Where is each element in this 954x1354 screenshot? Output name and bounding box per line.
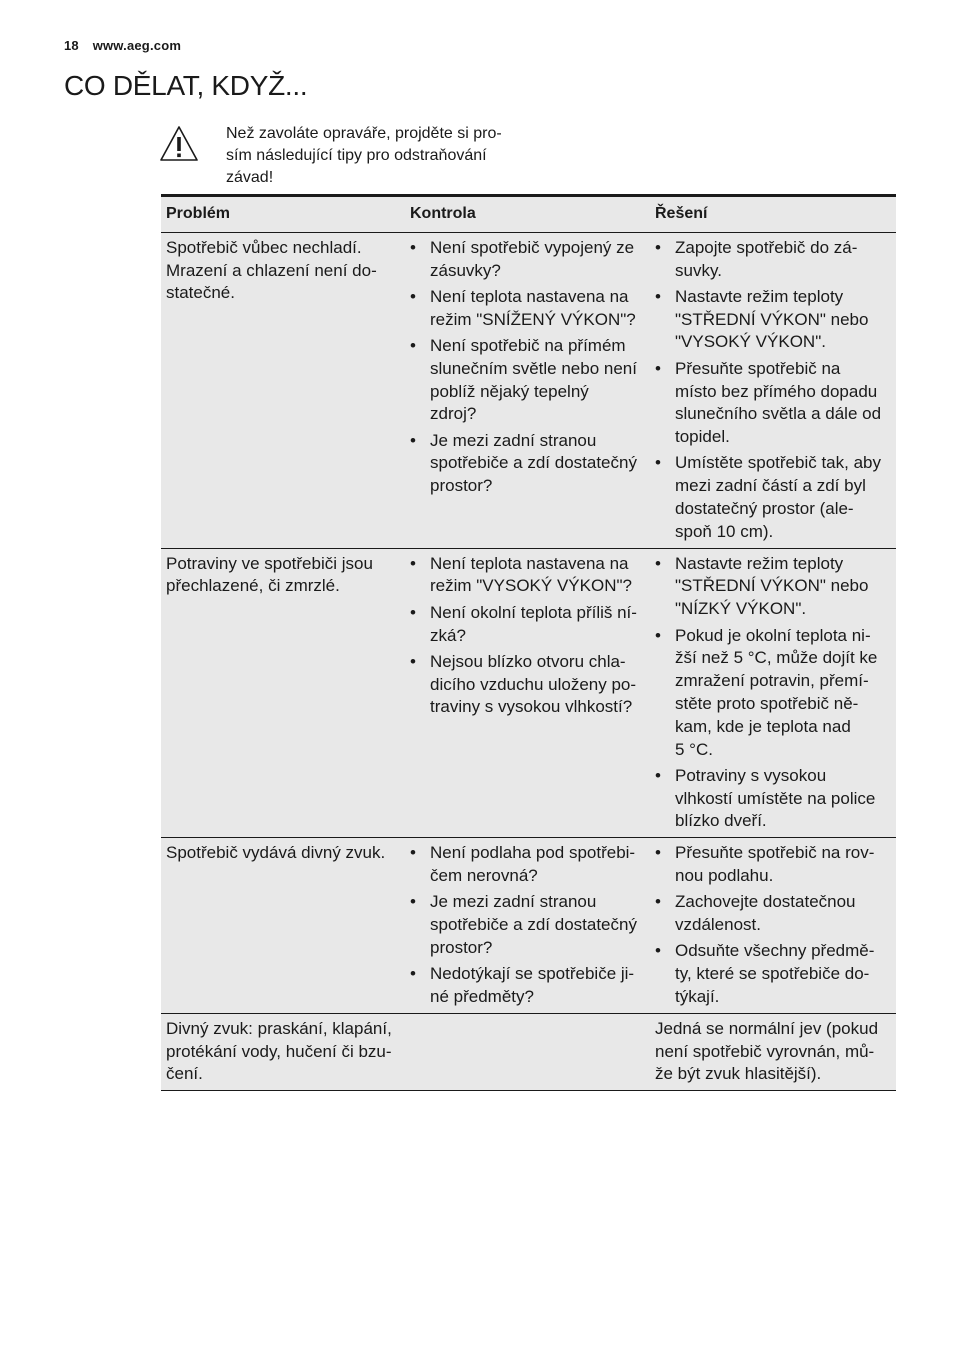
text-line: spotřebiče a zdí dostatečný [430,915,637,935]
text-line: dicího vzduchu uloženy po- [430,674,637,694]
text-line: "STŘEDNÍ VÝKON" nebo [675,576,869,596]
check-list [410,237,645,498]
solution-list [655,842,891,1009]
text-line: spoň 10 cm). [675,521,774,541]
page-header [64,38,181,53]
text-line: statečné. [166,283,235,303]
solution-cell [650,548,896,838]
text-line: • Přesuňte spotřebič na rov- [675,843,875,863]
list-item [410,286,645,332]
text-line: čem nerovná? [430,866,538,886]
text-line: slunečního světla a dále od [675,404,882,424]
warning-line: závad! [226,169,274,186]
text-line: zdroj? [430,404,477,424]
check-cell [405,548,650,838]
troubleshooting-table [161,194,896,1091]
text-line: • Zapojte spotřebič do zá- [675,237,858,257]
text-line: traviny s vysokou vlhkostí? [430,697,633,717]
text-line: kam, kde je teplota nad [675,716,851,736]
table-row [161,838,896,1014]
text-line: Divný zvuk: praskání, klapání, [166,1018,392,1038]
solution-cell [650,232,896,548]
text-line: suvky. [675,260,722,280]
text-line: zmražení potravin, přemí- [675,671,869,691]
text-line: zká? [430,625,466,645]
warning-line: sím následující tipy pro odstraňování [226,147,487,164]
check-cell [405,1013,650,1090]
text-line: že být zvuk hlasitější). [655,1064,822,1084]
text-line: • Je mezi zadní stranou [430,430,597,450]
check-cell [405,232,650,548]
table-row [161,1013,896,1090]
text-line: Mrazení a chlazení není do- [166,260,377,280]
solution-list [655,237,891,544]
text-line: • Přesuňte spotřebič na [675,358,841,378]
warning-triangle-icon [158,124,200,164]
list-item [655,625,891,762]
text-line: není spotřebič vyrovnán, mů- [655,1041,875,1061]
text-line: zásuvky? [430,260,501,280]
list-item [655,452,891,543]
list-item [655,553,891,621]
list-item [410,963,645,1009]
website-url: www.aeg.com [92,38,182,53]
solution-cell [650,1013,896,1090]
solution-cell [650,838,896,1014]
text-line: • Nastavte režim teploty [675,553,844,573]
text-line: místo bez přímého dopadu [675,381,878,401]
table-row [161,548,896,838]
list-item [655,237,891,283]
text-line: Spotřebič vydává divný zvuk. [166,843,386,863]
list-item [410,891,645,959]
text-line: 5 °C. [675,739,713,759]
text-line: přechlazené, či zmrzlé. [166,576,340,596]
text-line: protékání vody, hučení či bzu- [166,1041,392,1061]
text-line: stěte proto spotřebič ně- [675,693,859,713]
text-line: né předměty? [430,987,534,1006]
text-line: režim "SNÍŽENÝ VÝKON"? [430,309,636,329]
problem-cell [161,1013,405,1090]
check-list [410,553,645,720]
text-line: • Odsuňte všechny předmě- [675,941,875,961]
list-item [410,237,645,283]
warning-line: Než zavoláte opraváře, projděte si pro- [226,125,502,142]
page-number: 18 [64,38,79,53]
table-header-row [161,196,896,233]
column-header-check: Kontrola [405,196,650,233]
list-item [655,358,891,449]
column-header-solution: Řešení [650,196,896,233]
text-line: • Je mezi zadní stranou [430,892,597,912]
text-line: prostor? [430,476,493,496]
text-line: • Není teplota nastavena na [430,286,629,306]
text-line: • Nastavte režim teploty [675,286,844,306]
text-line: • Pokud je okolní teplota ni- [675,625,871,645]
text-line: režim "VYSOKÝ VÝKON"? [430,576,632,596]
list-item [655,940,891,1008]
text-line: nou podlahu. [675,866,774,886]
column-header-problem: Problém [161,196,405,233]
text-line: • Není teplota nastavena na [430,553,629,573]
text-line: topidel. [675,427,730,447]
warning-text [226,123,516,189]
text-line: žší než 5 °C, může dojít ke [675,648,878,668]
text-line: "STŘEDNÍ VÝKON" nebo [675,309,869,329]
list-item [410,842,645,888]
text-line: vzdálenost. [675,915,761,935]
text-line: blízko dveří. [675,811,767,831]
list-item [410,553,645,599]
page-title: CO DĚLAT, KDYŽ... [64,70,308,101]
list-item [410,651,645,719]
list-item [410,335,645,426]
text-line: Spotřebič vůbec nechladí. [166,237,362,257]
list-item [410,602,645,648]
text-line: ty, které se spotřebiče do- [675,964,870,984]
solution-list [655,553,891,834]
text-line: čení. [166,1064,203,1084]
text-line: • Není podlaha pod spotřebi- [430,843,636,863]
text-line: spotřebiče a zdí dostatečný [430,453,637,473]
problem-cell [161,838,405,1014]
list-item [655,286,891,354]
text-line: "VYSOKÝ VÝKON". [675,332,826,352]
list-item [655,842,891,888]
check-cell [405,838,650,1014]
check-list [410,842,645,1009]
text-line: • Zachovejte dostatečnou [675,892,856,912]
problem-cell [161,232,405,548]
text-line: dostatečný prostor (ale- [675,499,854,519]
list-item [655,765,891,833]
table-row [161,232,896,548]
text-line: prostor? [430,937,493,957]
list-item [655,891,891,937]
text-line: Jedná se normální jev (pokud [655,1018,879,1038]
text-line: • Nejsou blízko otvoru chla- [430,651,626,671]
text-line: "NÍZKÝ VÝKON". [675,599,807,619]
problem-cell [161,548,405,838]
text-line: Potraviny ve spotřebiči jsou [166,553,373,573]
text-line: • Není okolní teplota příliš ní- [430,602,637,622]
text-line: mezi zadní částí a zdí byl [675,476,866,496]
text-line: • Není spotřebič na přímém [430,335,626,355]
list-item [410,430,645,498]
text-line: • Potraviny s vysokou [675,765,827,785]
text-line: • Nedotýkají se spotřebiče ji- [430,964,635,984]
text-line: • Umístěte spotřebič tak, aby [675,453,881,473]
text-line: • Není spotřebič vypojený ze [430,237,635,257]
text-line: poblíž nějaký tepelný [430,381,589,401]
text-line: týkají. [675,987,720,1006]
text-line: slunečním světle nebo není [430,358,637,378]
text-line: vlhkostí umístěte na police [675,788,876,808]
